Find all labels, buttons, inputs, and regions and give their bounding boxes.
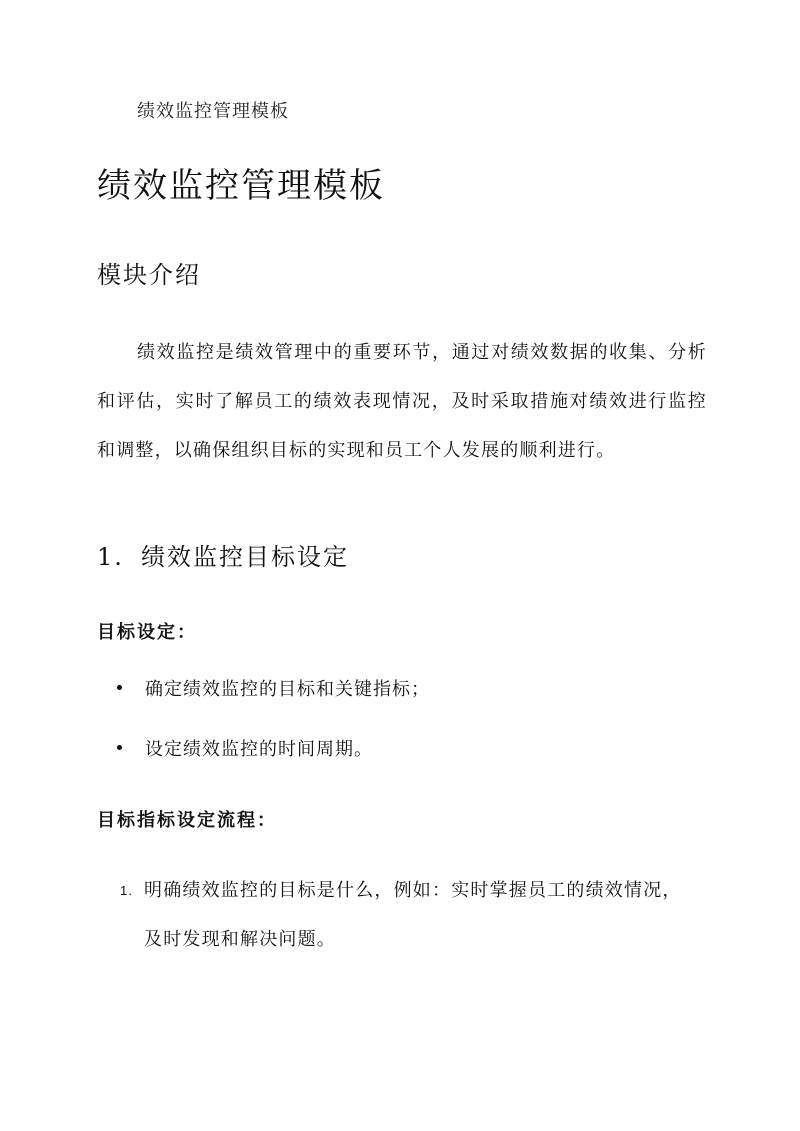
running-header: 绩效监控管理模板 <box>137 101 289 122</box>
module-intro-heading: 模块介绍 <box>97 261 201 289</box>
list-item <box>117 735 430 795</box>
list-item-text: 设定绩效监控的时间周期。 <box>145 739 373 760</box>
list-item <box>117 675 430 735</box>
list-item <box>120 866 700 964</box>
list-item-text: 明确绩效监控的目标是什么，例如：实时掌握员工的绩效情况，及时发现和解决问题。 <box>144 880 682 950</box>
goal-setting-label: 目标设定： <box>97 622 197 643</box>
bullet-icon <box>117 685 122 690</box>
indicator-process-label: 目标指标设定流程： <box>97 810 277 831</box>
goal-setting-list <box>117 675 430 795</box>
section-title: 绩效监控目标设定 <box>141 543 349 571</box>
section-number: 1. <box>97 543 124 571</box>
list-item-text: 确定绩效监控的目标和关键指标； <box>145 679 430 700</box>
module-intro-paragraph: 绩效监控是绩效管理中的重要环节，通过对绩效数据的收集、分析和评估，实时了解员工的绩效表现情况，及时采取措施对绩效进行监控和调整，以确保组织目标的实现和员工个人发展的顺利进行。 <box>97 342 707 461</box>
indicator-process-list <box>120 866 700 964</box>
section-heading <box>97 537 349 572</box>
document-title: 绩效监控管理模板 <box>97 166 385 206</box>
list-number: 1. <box>120 883 134 898</box>
bullet-icon <box>117 745 122 750</box>
